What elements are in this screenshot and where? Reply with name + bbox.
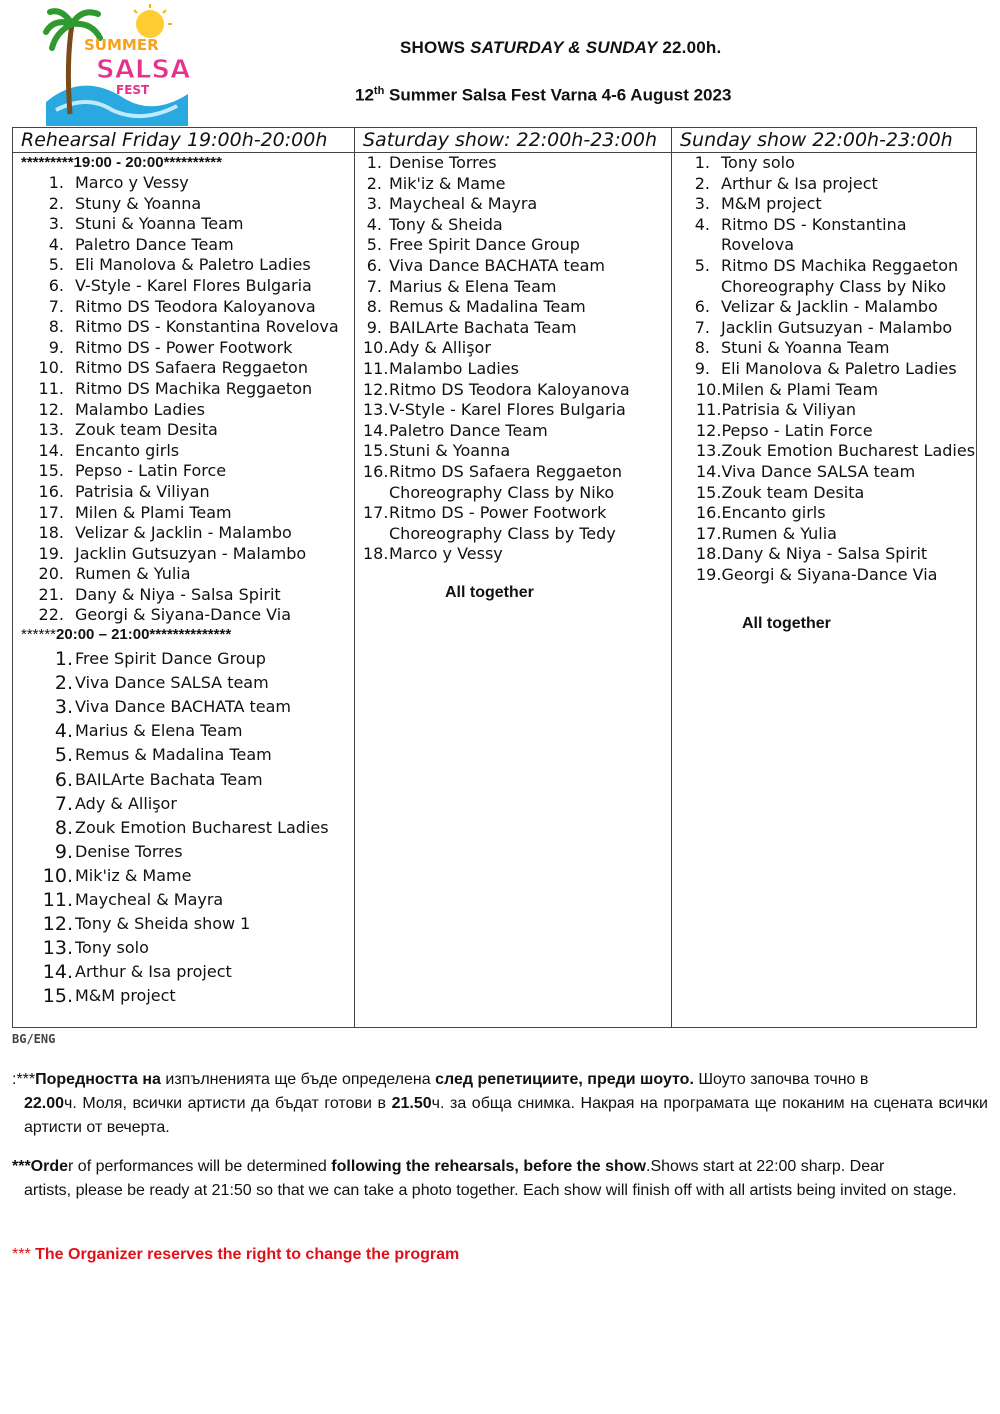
list-item xyxy=(13,235,354,256)
item-number: 5. xyxy=(366,235,382,255)
list-item xyxy=(13,379,354,400)
list-item xyxy=(13,194,354,215)
item-number: 9. xyxy=(694,358,710,378)
item-number: 15. xyxy=(38,461,64,481)
list-item xyxy=(355,544,671,565)
list-item xyxy=(672,194,976,215)
item-text: Stuni & Yoanna Team xyxy=(75,214,244,234)
list-item xyxy=(355,503,671,544)
list-item xyxy=(355,318,671,339)
list-item xyxy=(672,359,976,380)
item-text: Ady & Allişor xyxy=(389,338,491,358)
list-item xyxy=(672,483,976,504)
item-number: 2. xyxy=(54,672,73,695)
item-text: Ritmo DS Safaera Reggaeton xyxy=(75,358,308,378)
item-number: 16. xyxy=(38,481,64,501)
item-number: 10. xyxy=(363,338,389,358)
list-item xyxy=(355,462,671,503)
sunday-list xyxy=(672,153,976,585)
list-item xyxy=(355,338,671,359)
list-item xyxy=(13,912,354,936)
list-item xyxy=(355,235,671,256)
item-text: Viva Dance SALSA team xyxy=(721,461,916,481)
list-item xyxy=(13,936,354,960)
summer-salsa-fest-logo xyxy=(42,2,192,126)
item-text: Stuny & Yoanna xyxy=(75,193,202,213)
list-item xyxy=(355,380,671,401)
block1-header: *********19:00 - 20:00********** xyxy=(21,154,222,171)
list-item xyxy=(13,792,354,816)
item-number: 3. xyxy=(694,194,710,214)
organizer-note: *** The Organizer reserves the right to change the program xyxy=(12,1246,460,1263)
item-number: 5. xyxy=(54,744,73,767)
item-number: 3. xyxy=(366,194,382,214)
item-text: Tony & Sheida show 1 xyxy=(75,914,251,934)
saturday-header: Saturday show: 22:00h-23:00h xyxy=(355,128,672,153)
list-item xyxy=(672,380,976,401)
item-text: Maycheal & Mayra xyxy=(389,194,538,214)
list-item xyxy=(13,585,354,606)
item-number: 1. xyxy=(366,153,382,172)
item-number: 8. xyxy=(694,338,710,358)
item-text: Zouk team Desita xyxy=(721,482,865,502)
item-text: Stuni & Yoanna Team xyxy=(721,338,890,358)
item-text: Velizar & Jacklin - Malambo xyxy=(75,523,292,543)
item-number: 9. xyxy=(366,317,382,337)
list-item xyxy=(13,276,354,297)
item-text: Free Spirit Dance Group xyxy=(75,649,266,669)
list-item xyxy=(13,173,354,194)
item-text: Ritmo DS Safaera Reggaeton Choreography Class by Niko xyxy=(389,461,622,502)
item-number: 1. xyxy=(694,153,710,172)
list-item xyxy=(355,359,671,380)
item-number: 8. xyxy=(48,317,64,337)
svg-text:SUMMER: SUMMER xyxy=(84,36,159,54)
item-number: 17. xyxy=(363,503,389,523)
item-number: 6. xyxy=(54,768,73,791)
item-number: 12. xyxy=(696,420,722,440)
item-number: 6. xyxy=(48,275,64,295)
sunday-header: Sunday show 22:00h-23:00h xyxy=(672,128,977,153)
item-text: Stuni & Yoanna xyxy=(389,441,511,461)
item-number: 12. xyxy=(38,399,64,419)
list-item xyxy=(13,768,354,792)
item-text: Tony solo xyxy=(721,153,795,172)
item-text: Eli Manolova & Paletro Ladies xyxy=(75,255,311,275)
list-item xyxy=(13,461,354,482)
item-text: Dany & Niya - Salsa Spirit xyxy=(75,584,281,604)
schedule-table xyxy=(12,127,977,1028)
item-number: 13. xyxy=(38,420,64,440)
list-item xyxy=(13,719,354,743)
item-text: Arthur & Isa project xyxy=(721,173,878,193)
item-number: 7. xyxy=(48,296,64,316)
item-text: Viva Dance BACHATA team xyxy=(389,255,606,275)
friday-block1-list xyxy=(13,173,354,626)
item-number: 11. xyxy=(42,889,73,911)
item-text: Tony & Sheida xyxy=(389,214,503,234)
item-number: 4. xyxy=(48,234,64,254)
item-number: 19. xyxy=(38,543,64,563)
item-text: Rumen & Yulia xyxy=(75,564,191,584)
item-text: Pepso - Latin Force xyxy=(721,420,873,440)
list-item xyxy=(13,960,354,984)
list-item xyxy=(672,153,976,174)
item-text: Free Spirit Dance Group xyxy=(389,235,580,255)
item-number: 7. xyxy=(366,276,382,296)
note-english: ***Order of performances will be determined following the rehearsals, before the show.Shows start at 22:00 sharp. Dear artists, please be ready at 21:50 so that we can take a photo together. Each show will finish off with all artists being invited on stage. xyxy=(12,1158,957,1199)
list-item xyxy=(355,277,671,298)
list-item xyxy=(13,523,354,544)
block2-header: ******20:00 – 21:00************** xyxy=(21,626,232,644)
item-text: Viva Dance SALSA team xyxy=(75,673,269,693)
item-text: Encanto girls xyxy=(721,503,826,523)
item-number: 2. xyxy=(48,193,64,213)
page-title: SHOWS SATURDAY & SUNDAY 22.00h. xyxy=(400,38,722,57)
item-text: Ritmo DS Machika Reggaeton Choreography Class by Niko xyxy=(721,255,959,296)
list-item xyxy=(13,840,354,864)
list-item xyxy=(672,256,976,297)
list-item xyxy=(355,421,671,442)
item-number: 18. xyxy=(696,544,722,564)
item-text: Ady & Allişor xyxy=(75,793,177,813)
item-number: 5. xyxy=(48,255,64,275)
list-item xyxy=(672,400,976,421)
item-number: 15. xyxy=(42,985,73,1008)
item-number: 21. xyxy=(38,584,64,604)
item-number: 14. xyxy=(42,961,73,984)
item-number: 17. xyxy=(38,502,64,522)
list-item xyxy=(13,544,354,565)
item-number: 11. xyxy=(363,358,389,378)
item-number: 3. xyxy=(54,696,73,719)
list-item xyxy=(13,338,354,359)
friday-column xyxy=(13,153,355,1028)
item-text: Paletro Dance Team xyxy=(389,420,548,440)
list-item xyxy=(672,441,976,462)
item-text: Zouk Emotion Bucharest Ladies xyxy=(75,817,329,837)
list-item xyxy=(13,214,354,235)
language-tag: BG/ENG xyxy=(12,1032,56,1046)
item-text: Remus & Madalina Team xyxy=(389,297,586,317)
item-text: Ritmo DS - Power Footwork xyxy=(75,337,293,357)
list-item xyxy=(355,441,671,462)
item-text: Remus & Madalina Team xyxy=(75,745,272,765)
sunday-footer: All together xyxy=(742,615,831,633)
list-item xyxy=(355,153,671,174)
sunday-column xyxy=(672,153,977,1028)
item-number: 14. xyxy=(38,440,64,460)
list-item xyxy=(672,565,976,586)
item-text: Tony solo xyxy=(75,938,149,958)
item-number: 16. xyxy=(363,461,389,481)
item-number: 18. xyxy=(38,523,64,543)
item-text: Mik'iz & Mame xyxy=(75,865,192,885)
list-item xyxy=(672,524,976,545)
item-number: 5. xyxy=(694,255,710,275)
item-text: Ritmo DS Teodora Kaloyanova xyxy=(75,296,316,316)
list-item xyxy=(672,297,976,318)
item-text: BAILArte Bachata Team xyxy=(75,769,263,789)
item-number: 8. xyxy=(54,816,73,839)
list-item xyxy=(672,215,976,256)
item-text: BAILArte Bachata Team xyxy=(389,317,577,337)
item-number: 13. xyxy=(363,400,389,420)
item-number: 18. xyxy=(363,544,389,564)
item-number: 19. xyxy=(696,564,722,584)
item-text: V-Style - Karel Flores Bulgaria xyxy=(75,275,312,295)
item-text: Dany & Niya - Salsa Spirit xyxy=(721,544,928,564)
list-item xyxy=(13,297,354,318)
item-text: Rumen & Yulia xyxy=(721,523,837,543)
svg-text:SALSA: SALSA xyxy=(96,55,191,85)
item-number: 11. xyxy=(38,378,64,398)
note-bulgarian: :***Поредността на изпълненията ще бъде определена след репетициите, преди шоуто. Шоуто започва точно в 22.00ч. Моля, всички артисти да бъдат готови в 21.50ч. за обща снимка. Накрая на програмата ще поканим на сцената всички артисти от вечерта. xyxy=(12,1071,988,1136)
item-number: 2. xyxy=(366,173,382,193)
item-number: 14. xyxy=(363,420,389,440)
item-text: Malambo Ladies xyxy=(389,358,519,378)
list-item xyxy=(672,421,976,442)
item-text: Zouk Emotion Bucharest Ladies xyxy=(721,441,976,461)
list-item xyxy=(13,695,354,719)
saturday-list xyxy=(355,153,671,565)
item-text: Ritmo DS Teodora Kaloyanova xyxy=(389,379,630,399)
item-number: 4. xyxy=(366,214,382,234)
item-text: Ritmo DS - Power Footwork Choreography Class by Tedy xyxy=(389,503,616,543)
item-number: 9. xyxy=(48,337,64,357)
list-item xyxy=(355,215,671,236)
list-item xyxy=(672,503,976,524)
item-text: Patrisia & Viliyan xyxy=(75,481,210,501)
item-number: 4. xyxy=(694,214,710,234)
svg-text:FEST: FEST xyxy=(116,83,150,97)
item-number: 17. xyxy=(696,523,722,543)
item-number: 8. xyxy=(366,297,382,317)
list-item xyxy=(13,255,354,276)
item-number: 11. xyxy=(696,400,722,420)
item-number: 14. xyxy=(696,461,722,481)
list-item xyxy=(355,174,671,195)
list-item xyxy=(13,564,354,585)
list-item xyxy=(13,888,354,912)
item-text: Marco y Vessy xyxy=(389,544,503,564)
item-number: 20. xyxy=(38,564,64,584)
item-text: Mik'iz & Mame xyxy=(389,173,506,193)
item-number: 10. xyxy=(696,379,722,399)
item-number: 13. xyxy=(696,441,722,461)
friday-block2-list xyxy=(13,647,354,1008)
item-number: 7. xyxy=(694,317,710,337)
event-subtitle: 12th Summer Salsa Fest Varna 4-6 August 2023 xyxy=(355,85,732,105)
saturday-footer: All together xyxy=(445,583,534,601)
list-item xyxy=(672,544,976,565)
item-text: Georgi & Siyana-Dance Via xyxy=(721,564,938,584)
item-text: Patrisia & Viliyan xyxy=(721,400,857,420)
list-item xyxy=(13,984,354,1008)
item-text: Pepso - Latin Force xyxy=(75,461,227,481)
item-text: Viva Dance BACHATA team xyxy=(75,697,292,717)
item-text: Marius & Elena Team xyxy=(389,276,557,296)
list-item xyxy=(672,318,976,339)
item-number: 15. xyxy=(696,482,722,502)
item-number: 1. xyxy=(54,648,73,671)
item-text: Ritmo DS - Konstantina Rovelova xyxy=(721,214,907,255)
list-item xyxy=(13,317,354,338)
item-number: 6. xyxy=(694,297,710,317)
list-item xyxy=(672,174,976,195)
list-item xyxy=(672,338,976,359)
item-number: 12. xyxy=(363,379,389,399)
item-number: 10. xyxy=(38,358,64,378)
item-text: Paletro Dance Team xyxy=(75,234,234,254)
item-number: 2. xyxy=(694,173,710,193)
list-item xyxy=(13,743,354,767)
item-text: Milen & Plami Team xyxy=(75,502,232,522)
friday-header: Rehearsal Friday 19:00h-20:00h xyxy=(13,128,355,153)
item-text: Zouk team Desita xyxy=(75,420,218,440)
item-number: 6. xyxy=(366,255,382,275)
item-number: 1. xyxy=(48,173,64,192)
list-item xyxy=(13,605,354,626)
item-text: Georgi & Siyana-Dance Via xyxy=(75,605,292,625)
item-text: Encanto girls xyxy=(75,440,180,460)
list-item xyxy=(355,400,671,421)
list-item xyxy=(13,400,354,421)
list-item xyxy=(672,462,976,483)
list-item xyxy=(355,194,671,215)
item-text: Marco y Vessy xyxy=(75,173,189,192)
list-item xyxy=(13,482,354,503)
list-item xyxy=(13,503,354,524)
item-text: M&M project xyxy=(75,986,176,1006)
item-number: 12. xyxy=(42,913,73,936)
item-number: 22. xyxy=(38,605,64,625)
list-item xyxy=(13,358,354,379)
item-text: Maycheal & Mayra xyxy=(75,890,224,909)
item-number: 3. xyxy=(48,214,64,234)
item-text: V-Style - Karel Flores Bulgaria xyxy=(389,400,626,420)
item-text: Denise Torres xyxy=(75,841,183,861)
list-item xyxy=(355,256,671,277)
item-number: 15. xyxy=(363,441,389,461)
list-item xyxy=(13,420,354,441)
list-item xyxy=(13,671,354,695)
item-number: 7. xyxy=(54,792,73,815)
item-text: Ritmo DS - Konstantina Rovelova xyxy=(75,317,339,337)
item-number: 16. xyxy=(696,503,722,523)
item-text: Jacklin Gutsuzyan - Malambo xyxy=(75,543,307,563)
item-text: Denise Torres xyxy=(389,153,497,172)
item-number: 4. xyxy=(54,720,73,743)
item-number: 10. xyxy=(42,864,73,887)
item-text: Ritmo DS Machika Reggaeton xyxy=(75,378,313,398)
list-item xyxy=(13,816,354,840)
item-text: Malambo Ladies xyxy=(75,399,205,419)
saturday-column xyxy=(355,153,672,1028)
item-text: Arthur & Isa project xyxy=(75,962,232,982)
list-item xyxy=(13,864,354,888)
item-number: 13. xyxy=(42,937,73,960)
list-item xyxy=(13,441,354,462)
item-text: Jacklin Gutsuzyan - Malambo xyxy=(721,317,953,337)
item-text: M&M project xyxy=(721,194,822,214)
list-item xyxy=(13,647,354,671)
item-text: Velizar & Jacklin - Malambo xyxy=(721,297,938,317)
item-text: Marius & Elena Team xyxy=(75,721,243,741)
item-text: Milen & Plami Team xyxy=(721,379,879,399)
item-number: 9. xyxy=(54,840,73,863)
list-item xyxy=(355,297,671,318)
item-text: Eli Manolova & Paletro Ladies xyxy=(721,358,957,378)
